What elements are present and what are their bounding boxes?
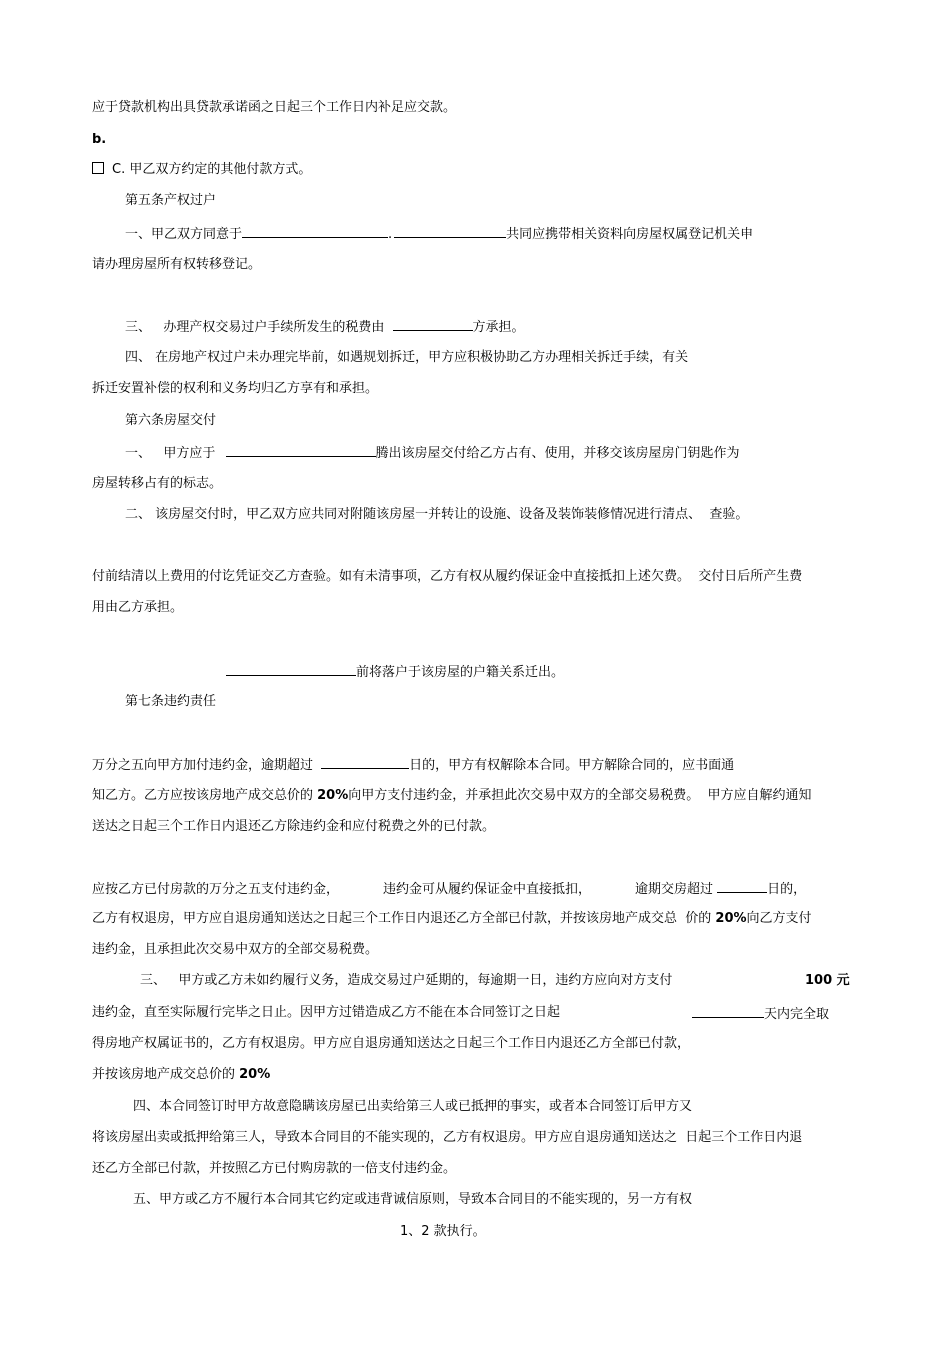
text: 向乙方支付 bbox=[746, 911, 812, 926]
text-line bbox=[133, 1192, 692, 1208]
text: 乙方有权退房，甲方应自退房通知送达之日起三个工作日内退还乙方全部已付款，并按该房地产成交总 价的 bbox=[92, 911, 716, 926]
text-line bbox=[92, 381, 378, 397]
text: 日的， bbox=[767, 882, 807, 897]
fill-blank[interactable] bbox=[321, 756, 409, 769]
text: 并按该房地产成交总价的 bbox=[92, 1067, 240, 1082]
text: 腾出该房屋交付给乙方占有、使用，并移交该房屋房门钥匙作为 bbox=[375, 446, 740, 461]
text: 三、 办理产权交易过户手续所发生的税费由 bbox=[125, 320, 389, 335]
text: 得房地产权属证书的，乙方有权退房。甲方应自退房通知送达之日起三个工作日内退还乙方全部已付款， bbox=[92, 1036, 691, 1051]
text-line bbox=[125, 350, 688, 366]
text-line bbox=[133, 1099, 692, 1115]
text: 前将落户于该房屋的户籍关系迁出。 bbox=[356, 665, 565, 680]
text: 五、甲方或乙方不履行本合同其它约定或违背诚信原则，导致本合同目的不能实现的，另一方有权 bbox=[133, 1192, 693, 1207]
text-line bbox=[226, 663, 564, 681]
text: 天内完全取 bbox=[764, 1007, 830, 1022]
text-line bbox=[92, 1161, 456, 1177]
text-line bbox=[92, 1130, 802, 1146]
text: 房屋转移占有的标志。 bbox=[92, 476, 223, 491]
text: 四、 在房地产权过户未办理完毕前，如遇规划拆迁，甲方应积极协助乙方办理相关拆迁手续，有关 bbox=[125, 350, 689, 365]
text: b. bbox=[92, 132, 107, 147]
section-heading bbox=[125, 193, 216, 209]
text-line bbox=[692, 1005, 829, 1023]
text-line bbox=[92, 1005, 560, 1021]
fill-blank[interactable] bbox=[394, 225, 506, 238]
text-line bbox=[125, 318, 525, 336]
text: 第五条产权过户 bbox=[125, 193, 217, 208]
text-line bbox=[125, 444, 740, 462]
text: 将该房屋出卖或抵押给第三人，导致本合同目的不能实现的，乙方有权退房。甲方应自退房通知送达之 日起三个工作日内退 bbox=[92, 1130, 803, 1145]
text-line bbox=[92, 476, 222, 492]
text-line bbox=[92, 132, 106, 148]
text: 共同应携带相关资料向房屋权属登记机关申 bbox=[506, 227, 754, 242]
text-line bbox=[92, 756, 734, 774]
text: 用由乙方承担。 bbox=[92, 600, 184, 615]
fill-blank[interactable] bbox=[242, 225, 388, 238]
fill-blank[interactable] bbox=[393, 318, 473, 331]
section-heading bbox=[125, 413, 216, 429]
text-line bbox=[140, 973, 672, 989]
text: 四、本合同签订时甲方故意隐瞒该房屋已出卖给第三人或已抵押的事实，或者本合同签订后甲方又 bbox=[133, 1099, 693, 1114]
percentage: 20% bbox=[715, 911, 747, 926]
text-line bbox=[92, 788, 812, 804]
text: 第六条房屋交付 bbox=[125, 413, 217, 428]
fill-blank[interactable] bbox=[226, 444, 376, 457]
text-line bbox=[92, 569, 802, 585]
text-line bbox=[125, 225, 753, 243]
text-line bbox=[92, 911, 812, 927]
text: 应按乙方已付房款的万分之五支付违约金， bbox=[92, 882, 340, 897]
text: 二、 该房屋交付时，甲乙双方应共同对附随该房屋一并转让的设施、设备及装饰装修情况进行清点、 查验。 bbox=[125, 507, 749, 522]
text: 1、2 款执行。 bbox=[400, 1224, 486, 1239]
text: 日的，甲方有权解除本合同。甲方解除合同的，应书面通 bbox=[409, 758, 735, 773]
fill-blank[interactable] bbox=[226, 663, 356, 676]
text: 三、 甲方或乙方未如约履行义务，造成交易过户延期的，每逾期一日，违约方应向对方支付 bbox=[140, 973, 673, 988]
text: 请办理房屋所有权转移登记。 bbox=[92, 257, 262, 272]
fill-blank[interactable] bbox=[717, 880, 767, 893]
text: 方承担。 bbox=[472, 320, 525, 335]
text: 100 元 bbox=[805, 973, 850, 988]
text: 应于贷款机构出具贷款承诺函之日起三个工作日内补足应交款。 bbox=[92, 100, 457, 115]
section-heading bbox=[125, 694, 216, 710]
text: 违约金，直至实际履行完毕之日止。因甲方过错造成乙方不能在本合同签订之日起 bbox=[92, 1005, 561, 1020]
percentage: 20% bbox=[317, 788, 349, 803]
text-line bbox=[92, 100, 456, 116]
text: 拆迁安置补偿的权利和义务均归乙方享有和承担。 bbox=[92, 381, 379, 396]
text-line bbox=[92, 819, 495, 835]
text-line bbox=[92, 942, 378, 958]
text: 万分之五向甲方加付违约金，逾期超过 bbox=[92, 758, 318, 773]
fill-blank[interactable] bbox=[692, 1005, 764, 1018]
text: 送达之日起三个工作日内退还乙方除违约金和应付税费之外的已付款。 bbox=[92, 819, 496, 834]
text: 付前结清以上费用的付讫凭证交乙方查验。如有未清事项，乙方有权从履约保证金中直接抵扣上述欠费。 交付日后所产生费 bbox=[92, 569, 803, 584]
checkbox-icon[interactable] bbox=[92, 162, 104, 174]
text-line bbox=[92, 1067, 270, 1083]
percentage: 20% bbox=[239, 1067, 271, 1082]
text-line bbox=[92, 257, 261, 273]
text: 一、 甲方应于 bbox=[125, 446, 220, 461]
text: 向甲方支付违约金，并承担此次交易中双方的全部交易税费。 甲方应自解约通知 bbox=[348, 788, 812, 803]
text: . bbox=[388, 227, 393, 242]
text: 一、甲乙双方同意于 bbox=[125, 227, 243, 242]
text: 逾期交房超过 bbox=[635, 882, 718, 897]
text-line bbox=[400, 1224, 486, 1240]
text: 违约金可从履约保证金中直接抵扣， bbox=[383, 882, 592, 897]
text: 知乙方。乙方应按该房地产成交总价的 bbox=[92, 788, 318, 803]
text-line bbox=[92, 1036, 690, 1052]
text-line bbox=[92, 162, 311, 178]
text: 还乙方全部已付款，并按照乙方已付购房款的一倍支付违约金。 bbox=[92, 1161, 457, 1176]
text-line bbox=[92, 880, 806, 898]
text: 第七条违约责任 bbox=[125, 694, 217, 709]
amount bbox=[805, 973, 850, 989]
text-line bbox=[92, 600, 183, 616]
text: 违约金，且承担此次交易中双方的全部交易税费。 bbox=[92, 942, 379, 957]
text: C. 甲乙双方约定的其他付款方式。 bbox=[112, 162, 312, 177]
text-line bbox=[125, 507, 748, 523]
